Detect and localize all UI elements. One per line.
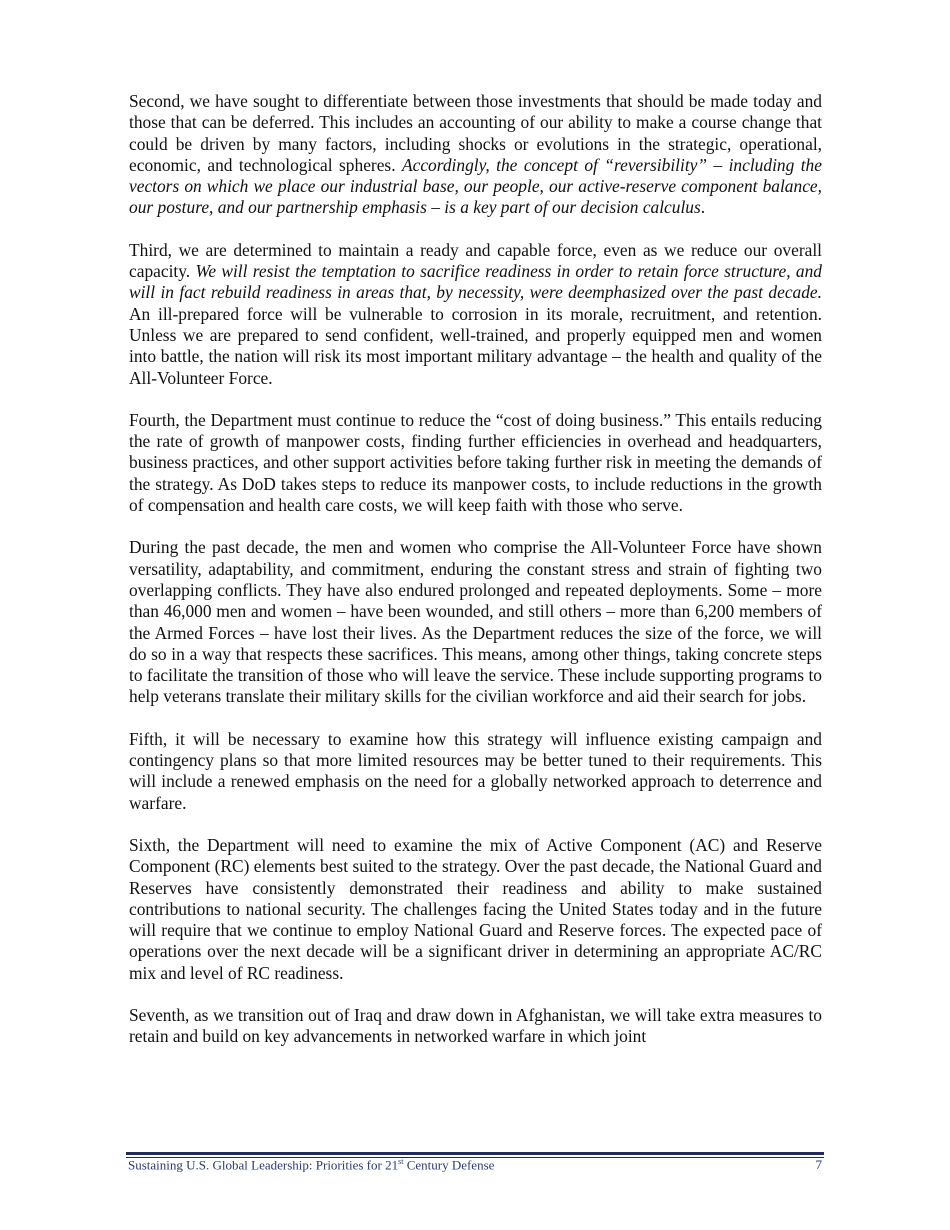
- body-paragraph: [129, 410, 822, 516]
- body-paragraph: [129, 537, 822, 707]
- paragraph-text: .: [700, 197, 706, 218]
- emphasis-text: We will resist the temptation to sacrifice readiness in order to retain force structure, and will in fact rebuild readiness in areas that, by necessity, were deemphasized over the past decade.: [129, 261, 823, 303]
- paragraph-text: Sixth, the Department will need to examine the mix of Active Component (AC) and Reserve Component (RC) elements best suited to the strategy. Over the past decade, the National Guard and Reserves have consistently demonstrated their readiness and ability to make sustained contributions to national security. The challenges facing the United States today and in the future will require that we continue to employ National Guard and Reserve forces. The expected pace of operations over the next decade will be a significant driver in determining an appropriate AC/RC mix and level of RC readiness.: [129, 834, 822, 983]
- footer-title: Sustaining U.S. Global Leadership: Priorities for 21st Century Defense: [128, 1157, 495, 1173]
- paragraph-text: Seventh, as we transition out of Iraq and draw down in Afghanistan, we will take extra measures to retain and build on key advancements in networked warfare in which joint: [129, 1004, 822, 1047]
- body-paragraph: [129, 729, 822, 814]
- document-body: [129, 91, 822, 1069]
- paragraph-text: Third, we are determined to maintain a ready and capable force, even as we reduce our overall capacity.: [129, 239, 822, 282]
- paragraph-text: During the past decade, the men and women who comprise the All-Volunteer Force have shown versatility, adaptability, and commitment, enduring the constant stress and strain of fighting two overlapping conflicts. They have also endured prolonged and repeated deployments. Some – more than 46,000 men and women – have been wounded, and still others – more than 6,200 members of the Armed Forces – have lost their lives. As the Department reduces the size of the force, we will do so in a way that respects these sacrifices. This means, among other things, taking concrete steps to facilitate the transition of those who will leave the service. These include supporting programs to help veterans translate their military skills for the civilian workforce and aid their search for jobs.: [129, 537, 822, 707]
- body-paragraph: [129, 91, 822, 219]
- page-number: 7: [815, 1157, 822, 1173]
- body-paragraph: [129, 835, 822, 984]
- paragraph-text: Second, we have sought to differentiate between those investments that should be made today and those that can be deferred. This includes an accounting of our ability to make a course change that could be driven by many factors, including shocks or evolutions in the strategic, operational, economic, and technological spheres.: [129, 91, 822, 175]
- page-footer: [128, 1157, 822, 1173]
- emphasis-text: Accordingly, the concept of “reversibility” – including the vectors on which we place our industrial base, our people, our active-reserve component balance, our posture, and our partnership emphasis – is a key part of our decision calculus: [129, 154, 822, 218]
- paragraph-text: An ill-prepared force will be vulnerable to corrosion in its morale, recruitment, and retention. Unless we are prepared to send confident, well-trained, and properly equipped men and women into battle, the nation will risk its most important military advantage – the health and quality of the All-Volunteer Force.: [129, 303, 822, 388]
- body-paragraph: [129, 240, 822, 389]
- paragraph-text: Fourth, the Department must continue to reduce the “cost of doing business.” This entails reducing the rate of growth of manpower costs, finding further efficiencies in overhead and headquarters, business practices, and other support activities before taking further risk in meeting the demands of the strategy. As DoD takes steps to reduce its manpower costs, to include reductions in the growth of compensation and health care costs, we will keep faith with those who serve.: [129, 409, 822, 516]
- body-paragraph: [129, 1005, 822, 1048]
- paragraph-text: Fifth, it will be necessary to examine how this strategy will influence existing campaign and contingency plans so that more limited resources may be better tuned to their requirements. This will include a renewed emphasis on the need for a globally networked approach to deterrence and warfare.: [129, 728, 822, 813]
